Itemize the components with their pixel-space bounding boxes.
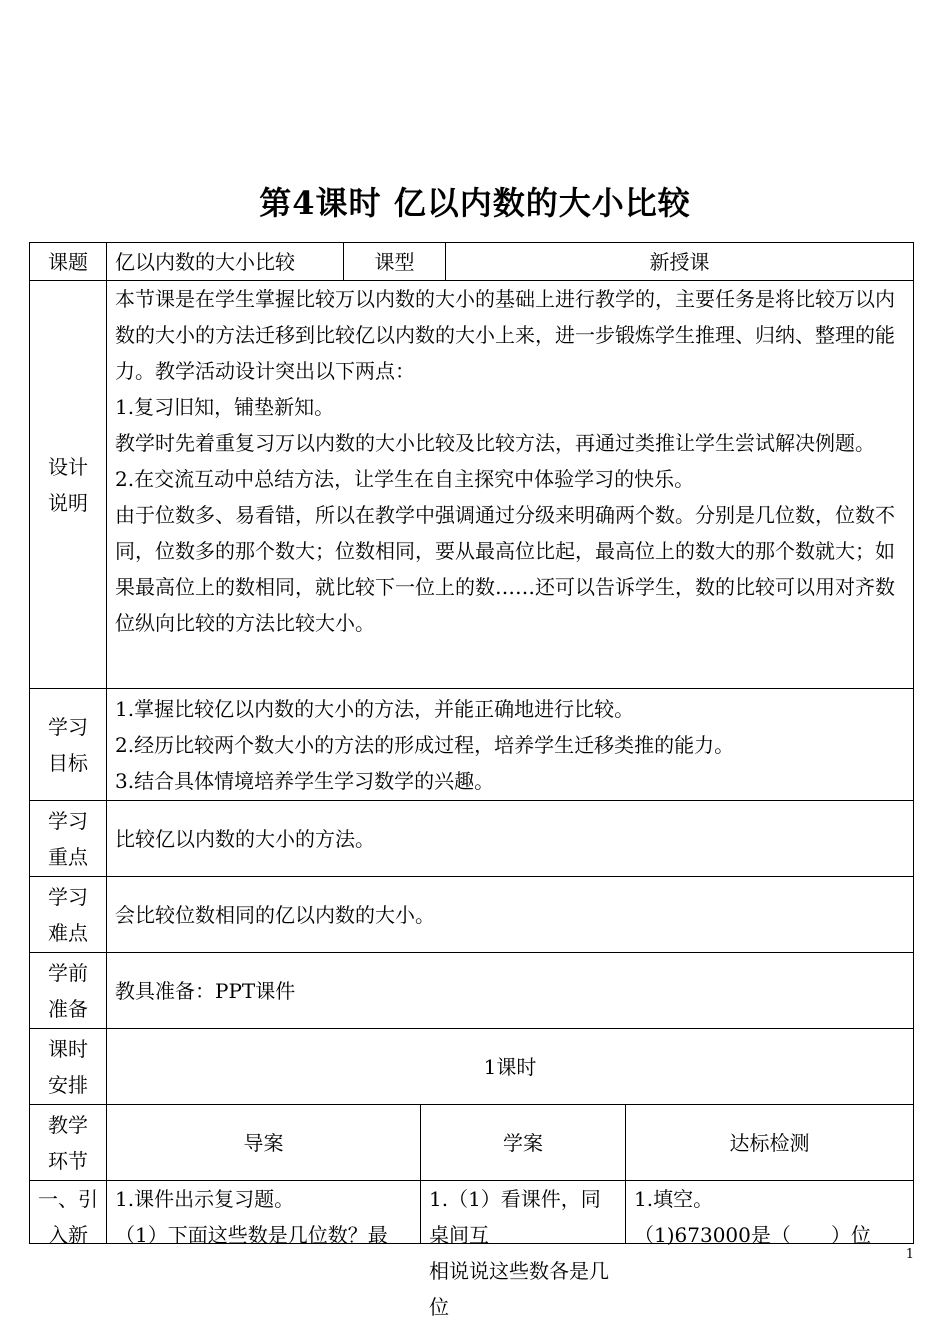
- study-column-header: 学案: [421, 1105, 626, 1181]
- intro-study-line: 1.（1）看课件，同桌间互: [429, 1187, 601, 1247]
- intro-label: 一、引 入新: [30, 1181, 107, 1244]
- schedule-text: 1课时: [107, 1029, 914, 1105]
- intro-study-cell: [421, 1181, 626, 1319]
- key-point-label: 学习 重点: [30, 801, 107, 877]
- design-content: [107, 281, 914, 689]
- difficulty-label: 学习 难点: [30, 877, 107, 953]
- topic-value: 亿以内数的大小比较: [107, 243, 344, 281]
- page-number: 1: [905, 1247, 914, 1262]
- goal-item: 1.掌握比较亿以内数的大小的方法，并能正确地进行比较。: [115, 696, 635, 721]
- design-paragraph: 由于位数多、易看错，所以在教学中强调通过分级来明确两个数。分别是几位数，位数不同，位数多的那个数大；位数相同，要从最高位比起，最高位上的数大的那个数就大；如果最高位上的数相同，就比较下一位上的数……还可以告诉学生，数的比较可以用对齐数位纵向比较的方法比较大小。: [115, 503, 895, 635]
- difficulty-row: [30, 877, 914, 953]
- key-point-text: 比较亿以内数的大小的方法。: [107, 801, 914, 877]
- design-label: 设计 说明: [30, 281, 107, 689]
- guide-column-header: 导案: [107, 1105, 421, 1181]
- goals-row: [30, 689, 914, 801]
- intro-guide-line: 1.课件出示复习题。: [115, 1187, 295, 1211]
- intro-guide-line: （1）下面这些数是几位数？最: [115, 1223, 388, 1247]
- preparation-label: 学前 准备: [30, 953, 107, 1029]
- intro-check-line: （1)673000是（ ）位: [634, 1223, 871, 1247]
- intro-check-line: 1.填空。: [634, 1187, 714, 1211]
- topic-label: 课题: [30, 243, 107, 281]
- type-label: 课型: [344, 243, 446, 281]
- design-paragraph: 教学时先着重复习万以内数的大小比较及比较方法，再通过类推让学生尝试解决例题。: [115, 431, 875, 455]
- type-value: 新授课: [446, 243, 914, 281]
- intro-row: [30, 1181, 914, 1244]
- process-label: 教学 环节: [30, 1105, 107, 1181]
- lesson-plan-table: [29, 242, 914, 1319]
- check-column-header: 达标检测: [626, 1105, 914, 1181]
- intro-study-line: 相说说这些数各是几位: [429, 1259, 609, 1319]
- process-header-row: [30, 1105, 914, 1181]
- preparation-row: [30, 953, 914, 1029]
- key-point-row: [30, 801, 914, 877]
- schedule-label: 课时 安排: [30, 1029, 107, 1105]
- intro-check-cell: [626, 1181, 914, 1247]
- design-paragraph: 2.在交流互动中总结方法，让学生在自主探究中体验学习的快乐。: [115, 467, 695, 491]
- topic-row: [30, 243, 914, 281]
- intro-guide-cell: [107, 1181, 421, 1247]
- preparation-text: 教具准备：PPT课件: [107, 953, 914, 1029]
- schedule-row: [30, 1029, 914, 1105]
- difficulty-text: 会比较位数相同的亿以内数的大小。: [107, 877, 914, 953]
- design-paragraph: 本节课是在学生掌握比较万以内数的大小的基础上进行教学的，主要任务是将比较万以内数的大小的方法迁移到比较亿以内数的大小上来，进一步锻炼学生推理、归纳、整理的能力。教学活动设计突出以下两点：: [115, 287, 895, 383]
- design-paragraph: 1.复习旧知，铺垫新知。: [115, 395, 335, 419]
- goal-item: 2.经历比较两个数大小的方法的形成过程，培养学生迁移类推的能力。: [115, 732, 735, 757]
- goals-content: [107, 689, 914, 801]
- goals-label: 学习 目标: [30, 689, 107, 801]
- page-title: 第4课时 亿以内数的大小比较: [259, 184, 691, 222]
- goal-item: 3.结合具体情境培养学生学习数学的兴趣。: [115, 768, 495, 793]
- design-row: [30, 281, 914, 689]
